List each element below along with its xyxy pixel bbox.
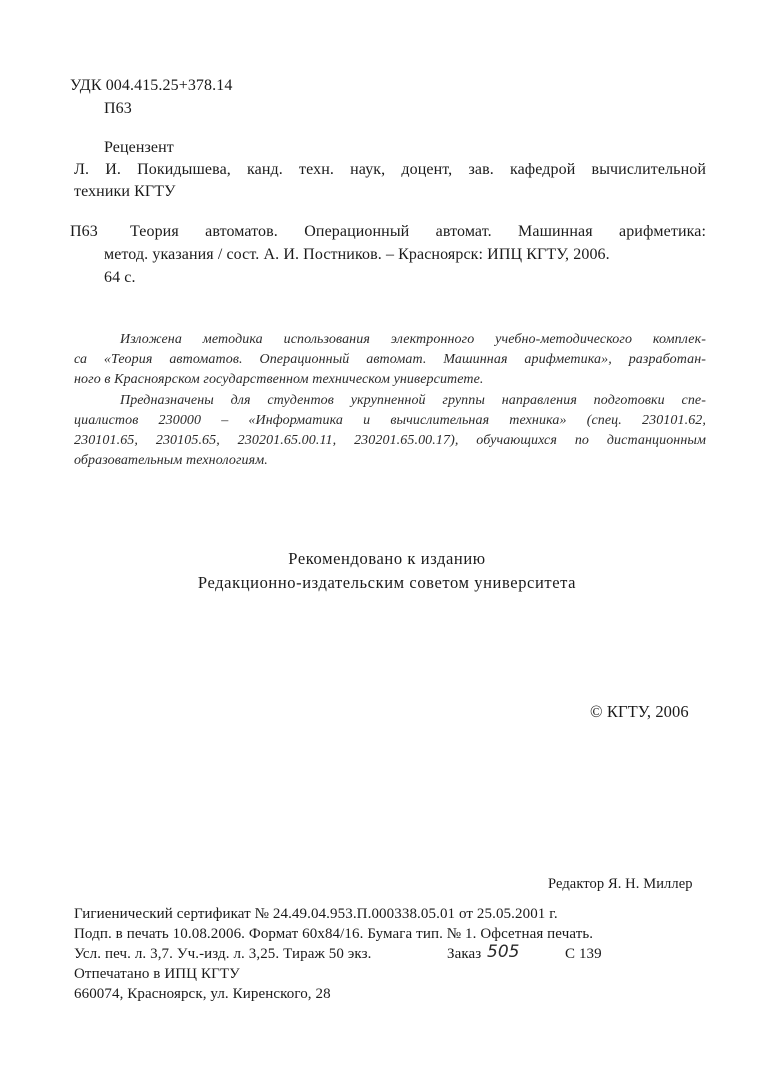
abstract-p2-line-2: циалистов 230000 – «Информатика и вычислительная техника» (спец. 230101.62, [74,413,706,428]
abstract-p1-line-3: ного в Красноярском государственном техническом университете. [74,372,484,387]
copyright: © КГТУ, 2006 [590,702,689,721]
imprint-line-3-text: Усл. печ. л. 3,7. Уч.-изд. л. 3,25. Тираж 50 экз. [74,946,372,962]
abstract-p2-line-1: Предназначены для студентов укрупненной группы направления подготовки спе- [120,393,706,408]
udk-code: УДК 004.415.25+378.14 [70,77,233,94]
abstract-p1-line-2: са «Теория автоматов. Операционный автомат. Машинная арифметика», разработан- [74,352,706,367]
reviewer-line-1: Л. И. Покидышева, канд. техн. наук, доцент, зав. кафедрой вычислительной [74,161,706,178]
imprint-pages: С 139 [565,946,602,962]
imprint-order-label: Заказ [447,946,482,962]
imprint-order-number-handwritten: 505 [487,942,520,962]
bibliography-code: П63 [70,223,98,240]
abstract-p2-line-3: 230101.65, 230105.65, 230201.65.00.11, 230201.65.00.17), обучающихся по дистанционным [74,433,706,448]
recommendation-line-1: Рекомендовано к изданию [288,549,486,568]
imprint-line-4: Отпечатано в ИПЦ КГТУ [74,966,240,982]
imprint-line-5: 660074, Красноярск, ул. Киренского, 28 [74,986,331,1002]
imprint-line-1: Гигиенический сертификат № 24.49.04.953.П.000338.05.01 от 25.05.2001 г. [74,906,558,922]
bibliography-line-3: 64 с. [104,269,136,286]
recommendation-line-2: Редакционно-издательским советом университета [197,573,577,592]
reviewer-heading: Рецензент [104,139,174,156]
abstract-p1-line-1: Изложена методика использования электронного учебно-методического комплек- [120,332,706,347]
bibliography-line-2: метод. указания / сост. А. И. Постников. – Красноярск: ИПЦ КГТУ, 2006. [104,246,610,263]
editor-credit: Редактор Я. Н. Миллер [548,876,693,892]
bibliography-line-1: Теория автоматов. Операционный автомат. Машинная арифметика: [130,223,706,240]
reviewer-line-2: техники КГТУ [74,183,176,200]
abstract-p2-line-4: образовательным технологиям. [74,453,268,468]
index-code: П63 [104,100,132,117]
imprint-line-2: Подп. в печать 10.08.2006. Формат 60x84/16. Бумага тип. № 1. Офсетная печать. [74,926,594,942]
